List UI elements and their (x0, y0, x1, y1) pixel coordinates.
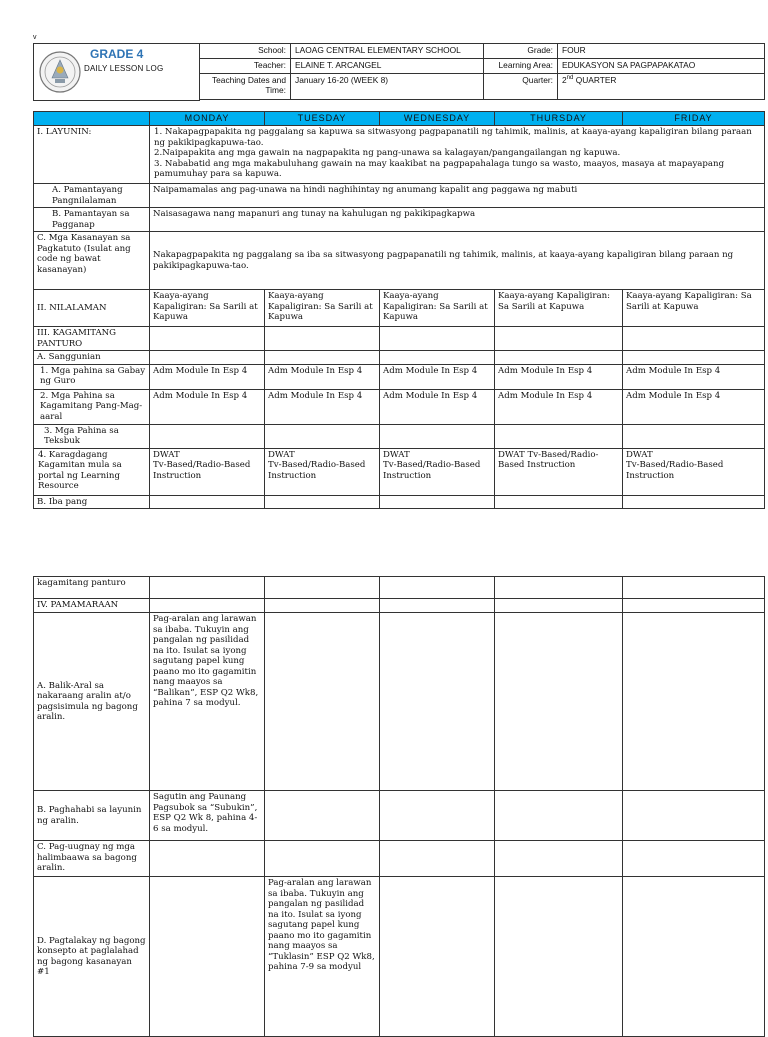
balik-aral-label: A. Balik-Aral sa nakaraang aralin at/o pagsisimula ng bagong aralin. (34, 613, 150, 791)
teacher-value: ELAINE T. ARCANGEL (291, 59, 484, 74)
table-row (34, 208, 765, 232)
corner-mark: v (33, 34, 37, 41)
daily-lesson-log-title: DAILY LESSON LOG (84, 64, 164, 73)
day-wednesday: WEDNESDAY (380, 112, 495, 126)
karagdagang-wednesday: DWAT Tv-Based/Radio-Based Instruction (380, 448, 495, 495)
table-row (34, 495, 765, 509)
header-info-table (199, 43, 765, 100)
pamantayan-sa-pagganap-label: B. Pamantayan sa Pagganap (34, 208, 150, 232)
learning-area-value: EDUKASYON SA PAGPAPAKATAO (558, 59, 765, 74)
day-thursday: THURSDAY (495, 112, 623, 126)
quarter-number: 2 (562, 75, 567, 85)
teksbuk-label: 3. Mga Pahina sa Teksbuk (34, 424, 150, 448)
grade-title: GRADE 4 (90, 47, 144, 61)
table-row (34, 232, 765, 290)
pag-uugnay-label: C. Pag-uugnay ng mga halimbaawa sa bagong aralin. (34, 841, 150, 877)
table-row (34, 791, 765, 841)
pagtalakay-label: D. Pagtalakay ng bagong konsepto at paglalahad ng bagong kasanayan #1 (34, 877, 150, 1037)
school-label: School: (200, 44, 291, 59)
header-logo-box (33, 43, 200, 101)
teaching-dates-value: January 16-20 (WEEK 8) (291, 74, 484, 100)
nilalaman-tuesday: Kaaya-ayang Kapaligiran: Sa Sarili at Kapuwa (265, 290, 380, 327)
mga-kasanayan-text: Nakapagpapakita ng paggalang sa iba sa sitwasyong pagpapanatili ng tahimik, malinis, at kaaya-ayang kapaligiran bilang paraan ng pakikipagkapuwa-tao. (150, 232, 765, 290)
table-row (34, 613, 765, 791)
table-row (34, 389, 765, 424)
nilalaman-label: II. NILALAMAN (34, 290, 150, 327)
gabay-ng-guro-label: 1. Mga pahina sa Gabay ng Guro (34, 364, 150, 389)
table-row (34, 448, 765, 495)
pang-mag-aaral-friday: Adm Module In Esp 4 (623, 389, 765, 424)
day-header-row (34, 112, 765, 126)
paghahabi-label: B. Paghahabi sa layunin ng aralin. (34, 791, 150, 841)
school-value: LAOAG CENTRAL ELEMENTARY SCHOOL (291, 44, 484, 59)
kagamitang-panturo-continued: kagamitang panturo (34, 577, 150, 599)
layunin-text: 1. Nakapagpapakita ng paggalang sa kapuwa sa sitwasyong pagpapanatili ng tahimik, malinis, at kaaya-ayang kapaligiran bilang paraan ng pakikipagkapuwa-tao. 2.Naipapakita ang mga gawain na nagpapakita ng pang-unawa sa kalagayan/pangangailangan ng kapuwa. 3. Nababatid ang mga makabuluhang gawain na may kaakibat na pagpapahalaga tungo sa wasto, maayos, masaya at mapayapang pamumuhay para sa kapuwa. (150, 126, 765, 184)
table-row (34, 126, 765, 184)
table-row (34, 841, 765, 877)
nilalaman-monday: Kaaya-ayang Kapaligiran: Sa Sarili at Kapuwa (150, 290, 265, 327)
quarter-label: Quarter: (484, 74, 558, 100)
lesson-table-page2 (33, 576, 765, 1037)
iba-pang-label: B. Iba pang (34, 495, 150, 509)
pang-mag-aaral-thursday: Adm Module In Esp 4 (495, 389, 623, 424)
kagamitang-panturo-label: III. KAGAMITANG PANTURO (34, 327, 150, 351)
quarter-word: QUARTER (575, 75, 617, 85)
table-row (34, 351, 765, 365)
paghahabi-monday: Sagutin ang Paunang Pagsubok sa “Subukin”, ESP Q2 Wk 8, pahina 4-6 sa modyul. (150, 791, 265, 841)
quarter-value (558, 74, 765, 100)
gabay-wednesday: Adm Module In Esp 4 (380, 364, 495, 389)
day-header-blank (34, 112, 150, 126)
pamantayang-pangnilalaman-text: Naipamamalas ang pag-unawa na hindi naghihintay ng anumang kapalit ang paggawa ng mabuti (150, 184, 765, 208)
day-monday: MONDAY (150, 112, 265, 126)
table-row (34, 424, 765, 448)
table-row (34, 364, 765, 389)
table-row (34, 290, 765, 327)
kagamitang-pang-mag-aaral-label: 2. Mga Pahina sa Kagamitang Pang-Mag-aaral (34, 389, 150, 424)
table-row (34, 184, 765, 208)
grade-label: Grade: (484, 44, 558, 59)
sanggunian-label: A. Sanggunian (34, 351, 150, 365)
teaching-dates-label: Teaching Dates and Time: (200, 74, 291, 100)
pang-mag-aaral-monday: Adm Module In Esp 4 (150, 389, 265, 424)
gabay-thursday: Adm Module In Esp 4 (495, 364, 623, 389)
grade-value: FOUR (558, 44, 765, 59)
karagdagang-tuesday: DWAT Tv-Based/Radio-Based Instruction (265, 448, 380, 495)
karagdagang-friday: DWAT Tv-Based/Radio-Based Instruction (623, 448, 765, 495)
gabay-monday: Adm Module In Esp 4 (150, 364, 265, 389)
gabay-friday: Adm Module In Esp 4 (623, 364, 765, 389)
nilalaman-wednesday: Kaaya-ayang Kapaligiran: Sa Sarili at Kapuwa (380, 290, 495, 327)
mga-kasanayan-label: C. Mga Kasanayan sa Pagkatuto (Isulat ang code ng bawat kasanayan) (34, 232, 150, 290)
learning-area-label: Learning Area: (484, 59, 558, 74)
karagdagang-thursday: DWAT Tv-Based/Radio-Based Instruction (495, 448, 623, 495)
pang-mag-aaral-tuesday: Adm Module In Esp 4 (265, 389, 380, 424)
nilalaman-thursday: Kaaya-ayang Kapaligiran: Sa Sarili at Kapuwa (495, 290, 623, 327)
karagdagang-kagamitan-label: 4. Karagdagang Kagamitan mula sa portal ng Learning Resource (34, 448, 150, 495)
pamantayang-pangnilalaman-label: A. Pamantayang Pangnilalaman (34, 184, 150, 208)
pamamaraan-label: IV. PAMAMARAAN (34, 599, 150, 613)
teacher-label: Teacher: (200, 59, 291, 74)
quarter-suffix: nd (566, 75, 574, 81)
balik-aral-monday: Pag-aralan ang larawan sa ibaba. Tukuyin ang pangalan ng pasilidad na ito. Isulat sa iyong sagutang papel kung paano mo ito gagamitin nang maayos sa “Balikan”, ESP Q2 Wk8, pahina 7 sa modyul. (150, 613, 265, 791)
pang-mag-aaral-wednesday: Adm Module In Esp 4 (380, 389, 495, 424)
layunin-label: I. LAYUNIN: (34, 126, 150, 184)
lesson-table-page1 (33, 111, 765, 509)
gabay-tuesday: Adm Module In Esp 4 (265, 364, 380, 389)
table-row (34, 599, 765, 613)
pamantayan-sa-pagganap-text: Naisasagawa nang mapanuri ang tunay na kahulugan ng pakikipagkapwa (150, 208, 765, 232)
table-row (34, 577, 765, 599)
table-row (34, 327, 765, 351)
day-friday: FRIDAY (623, 112, 765, 126)
day-tuesday: TUESDAY (265, 112, 380, 126)
karagdagang-monday: DWAT Tv-Based/Radio-Based Instruction (150, 448, 265, 495)
deped-seal-logo (38, 48, 82, 96)
nilalaman-friday: Kaaya-ayang Kapaligiran: Sa Sarili at Kapuwa (623, 290, 765, 327)
table-row (34, 877, 765, 1037)
pagtalakay-tuesday: Pag-aralan ang larawan sa ibaba. Tukuyin ang pangalan ng pasilidad na ito. Isulat sa iyong sagutang papel kung paano mo ito gagamitin nang maayos sa “Tuklasin” ESP Q2 Wk8, pahina 7-9 sa modyul (265, 877, 380, 1037)
